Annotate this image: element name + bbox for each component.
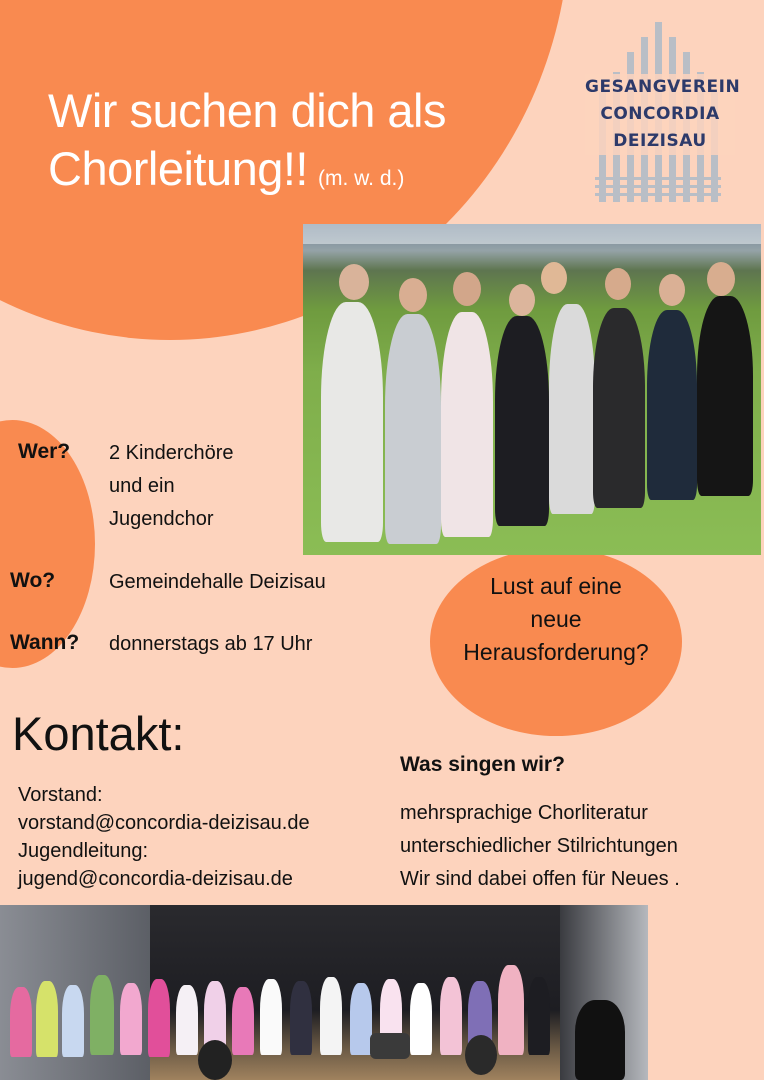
- headline-line1: Wir suchen dich als: [48, 84, 446, 137]
- wer-line: 2 Kinderchöre: [109, 442, 234, 464]
- challenge-line: neue: [530, 606, 582, 632]
- songs-text: [400, 797, 680, 896]
- logo-line2: CONCORDIA: [585, 101, 735, 128]
- songs-line: Wir sind dabei offen für Neues .: [400, 868, 680, 890]
- challenge-line: Lust auf eine: [490, 573, 622, 599]
- logo-line3: DEIZISAU: [585, 128, 735, 155]
- logo-base: [595, 193, 721, 196]
- challenge-line: Herausforderung?: [463, 639, 649, 665]
- headline-line2: Chorleitung!!: [48, 142, 308, 195]
- wo-value: Gemeindehalle Deizisau: [109, 571, 326, 593]
- vorstand-email: vorstand@concordia-deizisau.de: [18, 812, 310, 834]
- challenge-text: [430, 570, 682, 669]
- headline: [48, 82, 446, 208]
- youth-choir-photo: [303, 224, 761, 555]
- wer-value: [109, 437, 299, 536]
- wer-line: Jugendchor: [109, 508, 214, 530]
- logo-base: [595, 177, 721, 180]
- vorstand-label: Vorstand:: [18, 784, 103, 806]
- choir-logo: [585, 22, 741, 212]
- wer-label: Wer?: [18, 440, 71, 463]
- childrens-choir-photo: [0, 905, 648, 1080]
- songs-title: Was singen wir?: [400, 753, 565, 776]
- logo-text: [585, 74, 741, 155]
- logo-line1: GESANGVEREIN: [585, 74, 735, 101]
- contact-block: [18, 781, 310, 893]
- songs-line: unterschiedlicher Stilrichtungen: [400, 835, 678, 857]
- wer-line: und ein: [109, 475, 175, 497]
- jugend-label: Jugendleitung:: [18, 840, 149, 862]
- wann-value: donnerstags ab 17 Uhr: [109, 633, 313, 655]
- jugend-email: jugend@concordia-deizisau.de: [18, 868, 293, 890]
- logo-base: [595, 185, 721, 188]
- wann-label: Wann?: [10, 631, 80, 654]
- songs-line: mehrsprachige Chorliteratur: [400, 802, 648, 824]
- headline-suffix: (m. w. d.): [318, 167, 405, 190]
- wo-label: Wo?: [10, 569, 56, 592]
- contact-title: Kontakt:: [12, 707, 185, 760]
